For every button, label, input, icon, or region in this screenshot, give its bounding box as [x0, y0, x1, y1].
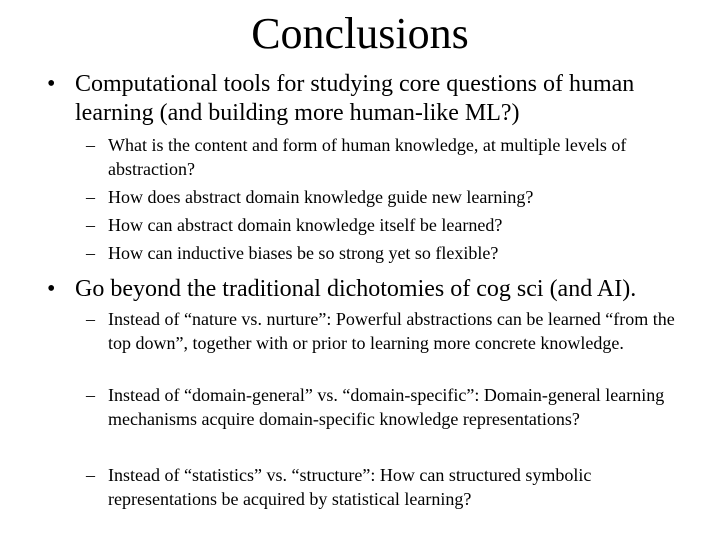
- sub-bullet-text: Instead of “statistics” vs. “structure”: How can structured symbolic representations be acquired by statistical learning?: [108, 465, 592, 509]
- dash-icon: –: [86, 215, 95, 235]
- dash-icon: –: [86, 243, 95, 263]
- dash-icon: –: [86, 309, 95, 329]
- dash-icon: –: [86, 187, 95, 207]
- bullet-dot-icon: •: [47, 276, 56, 302]
- bullet-text: Go beyond the traditional dichotomies of cog sci (and AI).: [75, 276, 637, 302]
- sub-bullet-text: What is the content and form of human knowledge, at multiple levels of abstraction?: [108, 135, 627, 179]
- sub-bullet-text: Instead of “nature vs. nurture”: Powerful abstractions can be learned “from the top down”, together with or prior to learning more concrete knowledge.: [108, 309, 675, 353]
- dash-icon: –: [86, 135, 95, 155]
- dash-icon: –: [86, 465, 95, 485]
- sub-bullet-text: How can inductive biases be so strong yet so flexible?: [108, 243, 499, 263]
- slide-title: Conclusions: [251, 9, 469, 58]
- dash-icon: –: [86, 385, 95, 405]
- sub-bullet-text: How does abstract domain knowledge guide new learning?: [108, 187, 534, 207]
- bullet-text: Computational tools for studying core questions of human learning (and building more human-like ML?): [75, 71, 635, 126]
- sub-bullet-text: How can abstract domain knowledge itself be learned?: [108, 215, 503, 235]
- sub-bullet-text: Instead of “domain-general” vs. “domain-specific”: Domain-general learning mechanisms acquire domain-specific knowledge representations?: [108, 385, 665, 429]
- bullet-dot-icon: •: [47, 71, 56, 97]
